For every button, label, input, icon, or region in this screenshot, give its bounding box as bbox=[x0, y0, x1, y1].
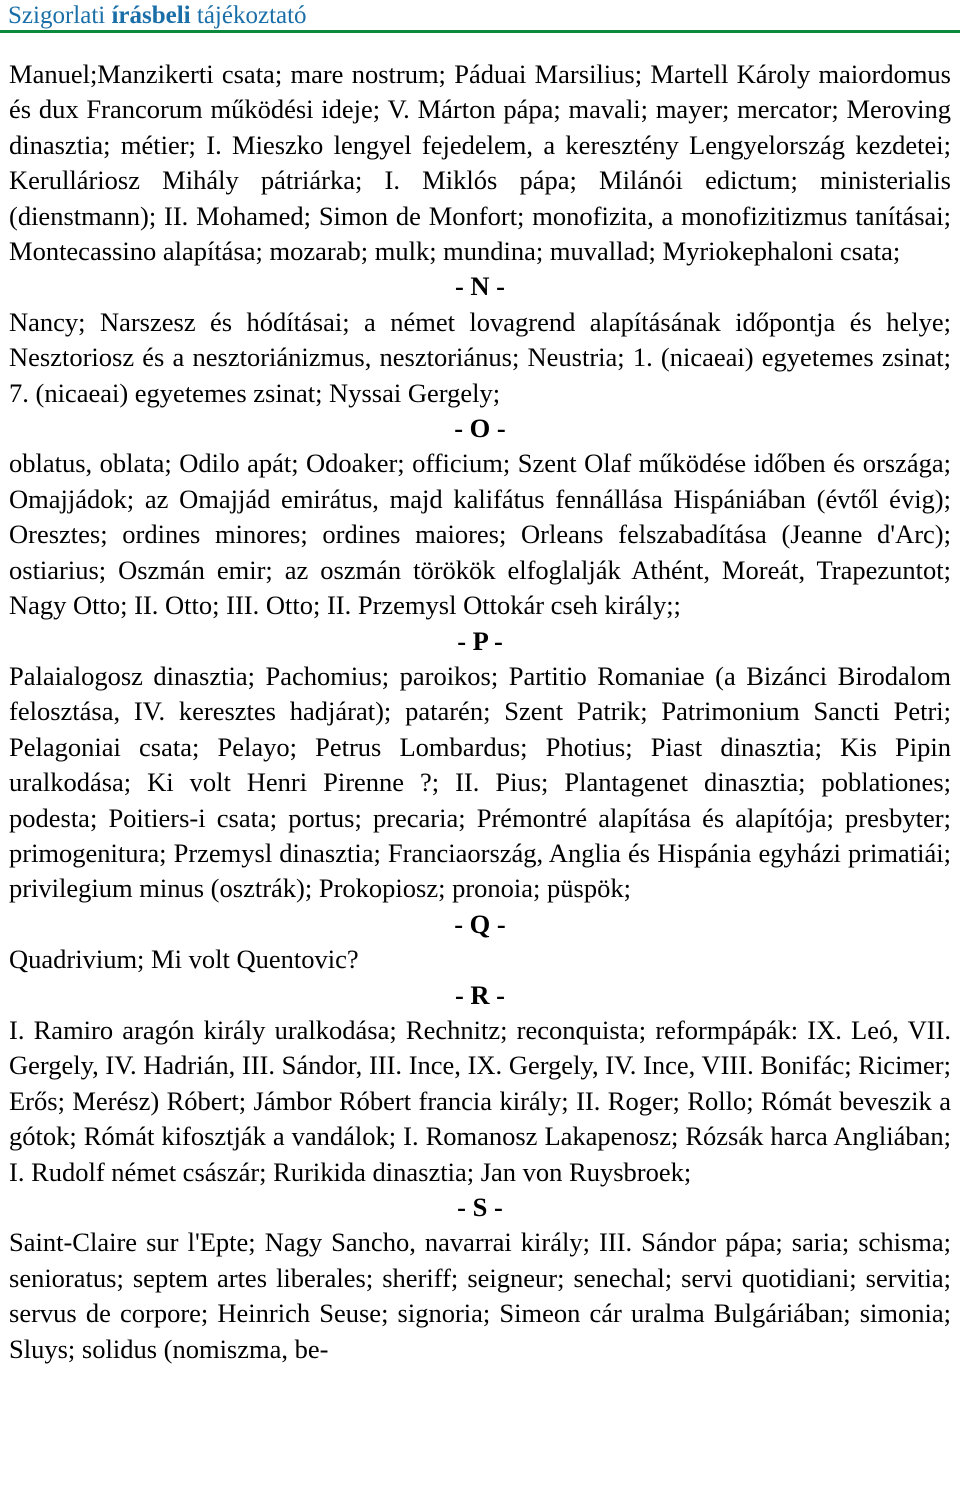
section-m-text: Manuel;Manzikerti csata; mare nostrum; Páduai Marsilius; Martell Károly maiordomus és dux Francorum működési ideje; V. Márton pápa; mavali; mayer; mercator; Meroving dinasztia; métier; I. Mieszko lengyel fejedelem, a keresztény Lengyelország kezdetei; Kerulláriosz Mihály pátriárka; I. Miklós pápa; Milánói edictum; ministerialis (dienstmann); II. Mohamed; Simon de Monfort; monofizita, a monofizitizmus tanításai; Montecassino alapítása; mozarab; mulk; mundina; muvallad; Myriokephaloni csata; bbox=[9, 59, 951, 267]
section-o-heading: - O - bbox=[454, 413, 506, 444]
document-title-suffix: tájékoztató bbox=[190, 2, 307, 29]
section-r-heading: - R - bbox=[454, 979, 506, 1010]
section-s-text: Saint-Claire sur l'Epte; Nagy Sancho, navarrai király; III. Sándor pápa; saria; schisma; senioratus; septem artes liberales; sheriff; seigneur; senechal; servi quotidiani; servitia; servus de corpore; Heinrich Seuse; signoria; Simeon cár uralma Bulgáriában; simonia; Sluys; solidus (nomiszma, be- bbox=[9, 1227, 951, 1364]
section-o-text: oblatus, oblata; Odilo apát; Odoaker; officium; Szent Olaf működése időben és országa; Omajjádok; az Omajjád emirátus, majd kalifátus fennállása Hispániában (évtől évig); Oresztes; ordines minores; ordines maiores; Orleans felszabadítása (Jeanne d'Arc); ostiarius; Oszmán emir; az oszmán törökök elfoglalják Athént, Moreát, Trapezuntot; Nagy Otto; II. Otto; III. Otto; II. Przemysl Ottokár cseh király;; bbox=[9, 448, 951, 621]
page-header bbox=[0, 0, 960, 33]
section-p-text: Palaialogosz dinasztia; Pachomius; paroikos; Partitio Romaniae (a Bizánci Birodalom felosztása, IV. keresztes hadjárat); patarén; Szent Patrik; Patrimonium Sancti Petri; Pelagoniai csata; Pelayo; Petrus Lombardus; Photius; Piast dinasztia; Kis Pipin uralkodása; Ki volt Henri Pirenne ?; II. Pius; Plantagenet dinasztia; poblationes; podesta; Poitiers-i csata; portus; precaria; Prémontré alapítása és alapítója; presbyter; primogenitura; Przemysl dinasztia; Franciaország, Anglia és Hispánia egyházi primatiái; privilegium minus (osztrák); Prokopiosz; pronoia; püspök; bbox=[9, 660, 951, 904]
section-n-heading: - N - bbox=[454, 271, 506, 302]
section-n-text: Nancy; Narszesz és hódításai; a német lovagrend alapításának időpontja és helye; Nesztoriosz és a nesztoriánizmus, nesztoriánus; Neustria; 1. (nicaeai) egyetemes zsinat; 7. (nicaeai) egyetemes zsinat; Nyssai Gergely; bbox=[9, 306, 951, 408]
document-title-emphasis: írásbeli bbox=[111, 2, 191, 29]
section-q-text: Quadrivium; Mi volt Quentovic? bbox=[9, 944, 359, 975]
document-title-prefix: Szigorlati bbox=[8, 2, 112, 29]
section-p-heading: - P - bbox=[457, 625, 503, 656]
document-body bbox=[0, 33, 960, 1367]
section-r-text: I. Ramiro aragón király uralkodása; Rechnitz; reconquista; reformpápák: IX. Leó, VII. Gergely, IV. Hadrián, III. Sándor, III. Ince, IX. Gergely, IV. Ince, VIII. Bonifác; Ricimer; Erős; Merész) Róbert; Jámbor Róbert francia király; II. Roger; Rollo; Rómát beveszik a gótok; Rómát kifosztják a vandálok; I. Romanosz Lakapenosz; Rózsák harca Angliában; I. Rudolf német császár; Rurikida dinasztia; Jan von Ruysbroek; bbox=[9, 1014, 951, 1187]
section-s-heading: - S - bbox=[457, 1192, 503, 1222]
section-q-heading: - Q - bbox=[454, 908, 506, 939]
document-title bbox=[8, 2, 952, 30]
